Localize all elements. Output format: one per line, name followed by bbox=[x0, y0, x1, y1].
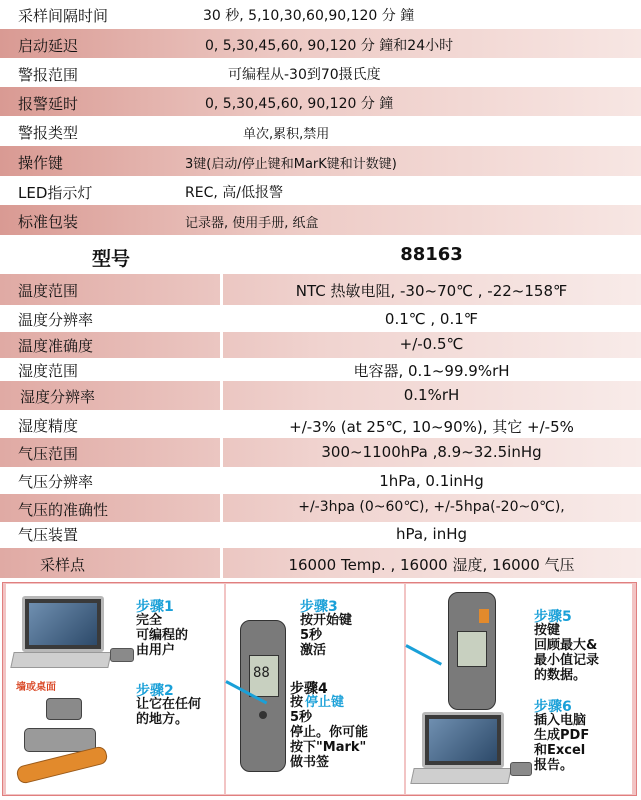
logger-device bbox=[510, 762, 532, 776]
pointer-line bbox=[405, 644, 442, 665]
step-6-title: 步骤6 bbox=[534, 699, 572, 715]
model-row bbox=[0, 332, 641, 358]
spec-label: 启动延迟 bbox=[18, 37, 79, 55]
model-row bbox=[0, 467, 641, 494]
spec-label: 报警延时 bbox=[18, 95, 79, 113]
model-row bbox=[0, 381, 641, 410]
spec-value: 记录器, 使用手册, 纸盒 bbox=[185, 216, 319, 231]
spec-row bbox=[0, 176, 641, 205]
wall-label: 墙或桌面 bbox=[16, 682, 56, 693]
model-number: 88163 bbox=[400, 244, 463, 265]
step-4-title: 步骤4 bbox=[290, 681, 328, 697]
spec-value: 0, 5,30,45,60, 90,120 分 鐘 bbox=[205, 96, 394, 112]
model-row bbox=[0, 522, 641, 546]
spec-row bbox=[0, 87, 641, 116]
step-5-text: 按键 回顾最大& 最小值记录 的数据。 bbox=[534, 623, 600, 683]
model-row-label: 湿度分辨率 bbox=[20, 388, 96, 406]
spec-label: 操作键 bbox=[18, 154, 64, 172]
model-row-label: 气压范围 bbox=[18, 445, 79, 463]
step-5-title: 步骤5 bbox=[534, 609, 572, 625]
model-row-label: 气压装置 bbox=[18, 526, 79, 544]
model-row-value: 300~1100hPa ,8.9~32.5inHg bbox=[321, 443, 542, 461]
model-row-label: 采样点 bbox=[40, 556, 86, 574]
spec-row bbox=[0, 29, 641, 58]
spec-row bbox=[0, 58, 641, 87]
model-row-label: 湿度范围 bbox=[18, 362, 79, 380]
spec-row bbox=[0, 0, 641, 28]
spec-row bbox=[0, 116, 641, 145]
step-1-text: 完全 可编程的 由用户 bbox=[136, 613, 189, 658]
model-row-label: 气压分辨率 bbox=[18, 473, 94, 491]
spec-value: 可编程从-30到70摄氏度 bbox=[228, 67, 381, 83]
model-row-value: +/-3% (at 25℃, 10~90%), 其它 +/-5% bbox=[289, 418, 574, 436]
model-row-value: hPa, inHg bbox=[395, 525, 468, 543]
step-4-pre: 按 bbox=[290, 695, 304, 710]
steps-panel-section-3 bbox=[406, 584, 632, 794]
spec-label: LED指示灯 bbox=[18, 184, 93, 202]
model-row-label: 温度准确度 bbox=[18, 337, 94, 355]
spec-label: 警报范围 bbox=[18, 66, 79, 84]
spec-value: REC, 高/低报警 bbox=[185, 185, 283, 201]
spec-label: 标准包装 bbox=[18, 213, 79, 231]
step-6-text: 插入电脑 生成PDF 和Excel 报告。 bbox=[534, 713, 590, 773]
step-2-text: 让它在任何 的地方。 bbox=[136, 697, 202, 727]
model-row-value: NTC 热敏电阻, -30~70℃ , -22~158℉ bbox=[295, 282, 568, 300]
logger-image bbox=[16, 694, 128, 780]
laptop-image bbox=[12, 596, 108, 672]
model-row-label: 湿度精度 bbox=[18, 417, 79, 435]
step-4-key: 停止键 bbox=[305, 695, 345, 710]
model-row bbox=[0, 548, 641, 578]
spec-value: 单次,累积,禁用 bbox=[243, 127, 330, 142]
model-row-value: 0.1%rH bbox=[403, 386, 460, 404]
model-label: 型号 bbox=[92, 248, 131, 270]
spec-row bbox=[0, 205, 641, 235]
model-row-label: 气压的准确性 bbox=[18, 501, 109, 519]
model-row-value: 1hPa, 0.1inHg bbox=[379, 472, 484, 490]
logger-back-image bbox=[448, 592, 496, 710]
model-row-label: 温度范围 bbox=[18, 282, 79, 300]
logger-device bbox=[110, 648, 134, 662]
model-row bbox=[0, 494, 641, 522]
device-display: 88 bbox=[253, 665, 270, 681]
laptop-image bbox=[412, 712, 508, 786]
model-row bbox=[0, 438, 641, 467]
spec-label: 警报类型 bbox=[18, 124, 79, 142]
model-row bbox=[0, 305, 641, 332]
model-row-value: 16000 Temp. , 16000 湿度, 16000 气压 bbox=[288, 556, 575, 574]
model-row-value: 电容器, 0.1~99.9%rH bbox=[353, 362, 510, 380]
logger-front-image bbox=[240, 620, 286, 772]
step-4-text: 5秒 停止。你可能 按下"Mark" 做书签 bbox=[290, 710, 369, 770]
step-1-title: 步骤1 bbox=[136, 599, 174, 615]
model-row-value: +/-3hpa (0~60℃), +/-5hpa(-20~0℃), bbox=[298, 499, 565, 515]
step-3-title: 步骤3 bbox=[300, 599, 338, 615]
spec-row bbox=[0, 146, 641, 176]
model-header bbox=[0, 240, 641, 272]
model-row bbox=[0, 274, 641, 305]
spec-value: 0, 5,30,45,60, 90,120 分 鐘和24小时 bbox=[205, 38, 454, 54]
model-row bbox=[0, 410, 641, 438]
model-row-label: 温度分辨率 bbox=[18, 311, 94, 329]
spec-label: 采样间隔时间 bbox=[18, 7, 109, 25]
step-2-title: 步骤2 bbox=[136, 683, 174, 699]
model-row bbox=[0, 358, 641, 381]
spec-value: 30 秒, 5,10,30,60,90,120 分 鐘 bbox=[203, 8, 415, 24]
spec-value: 3键(启动/停止键和MarK键和计数键) bbox=[185, 157, 397, 172]
step-3-text: 按开始键 5秒 激活 bbox=[300, 613, 353, 658]
steps-panel-section-2 bbox=[226, 584, 404, 794]
model-row-value: 0.1℃ , 0.1℉ bbox=[384, 310, 479, 328]
model-row-value: +/-0.5℃ bbox=[399, 335, 464, 353]
steps-panel-section-1 bbox=[6, 584, 224, 794]
